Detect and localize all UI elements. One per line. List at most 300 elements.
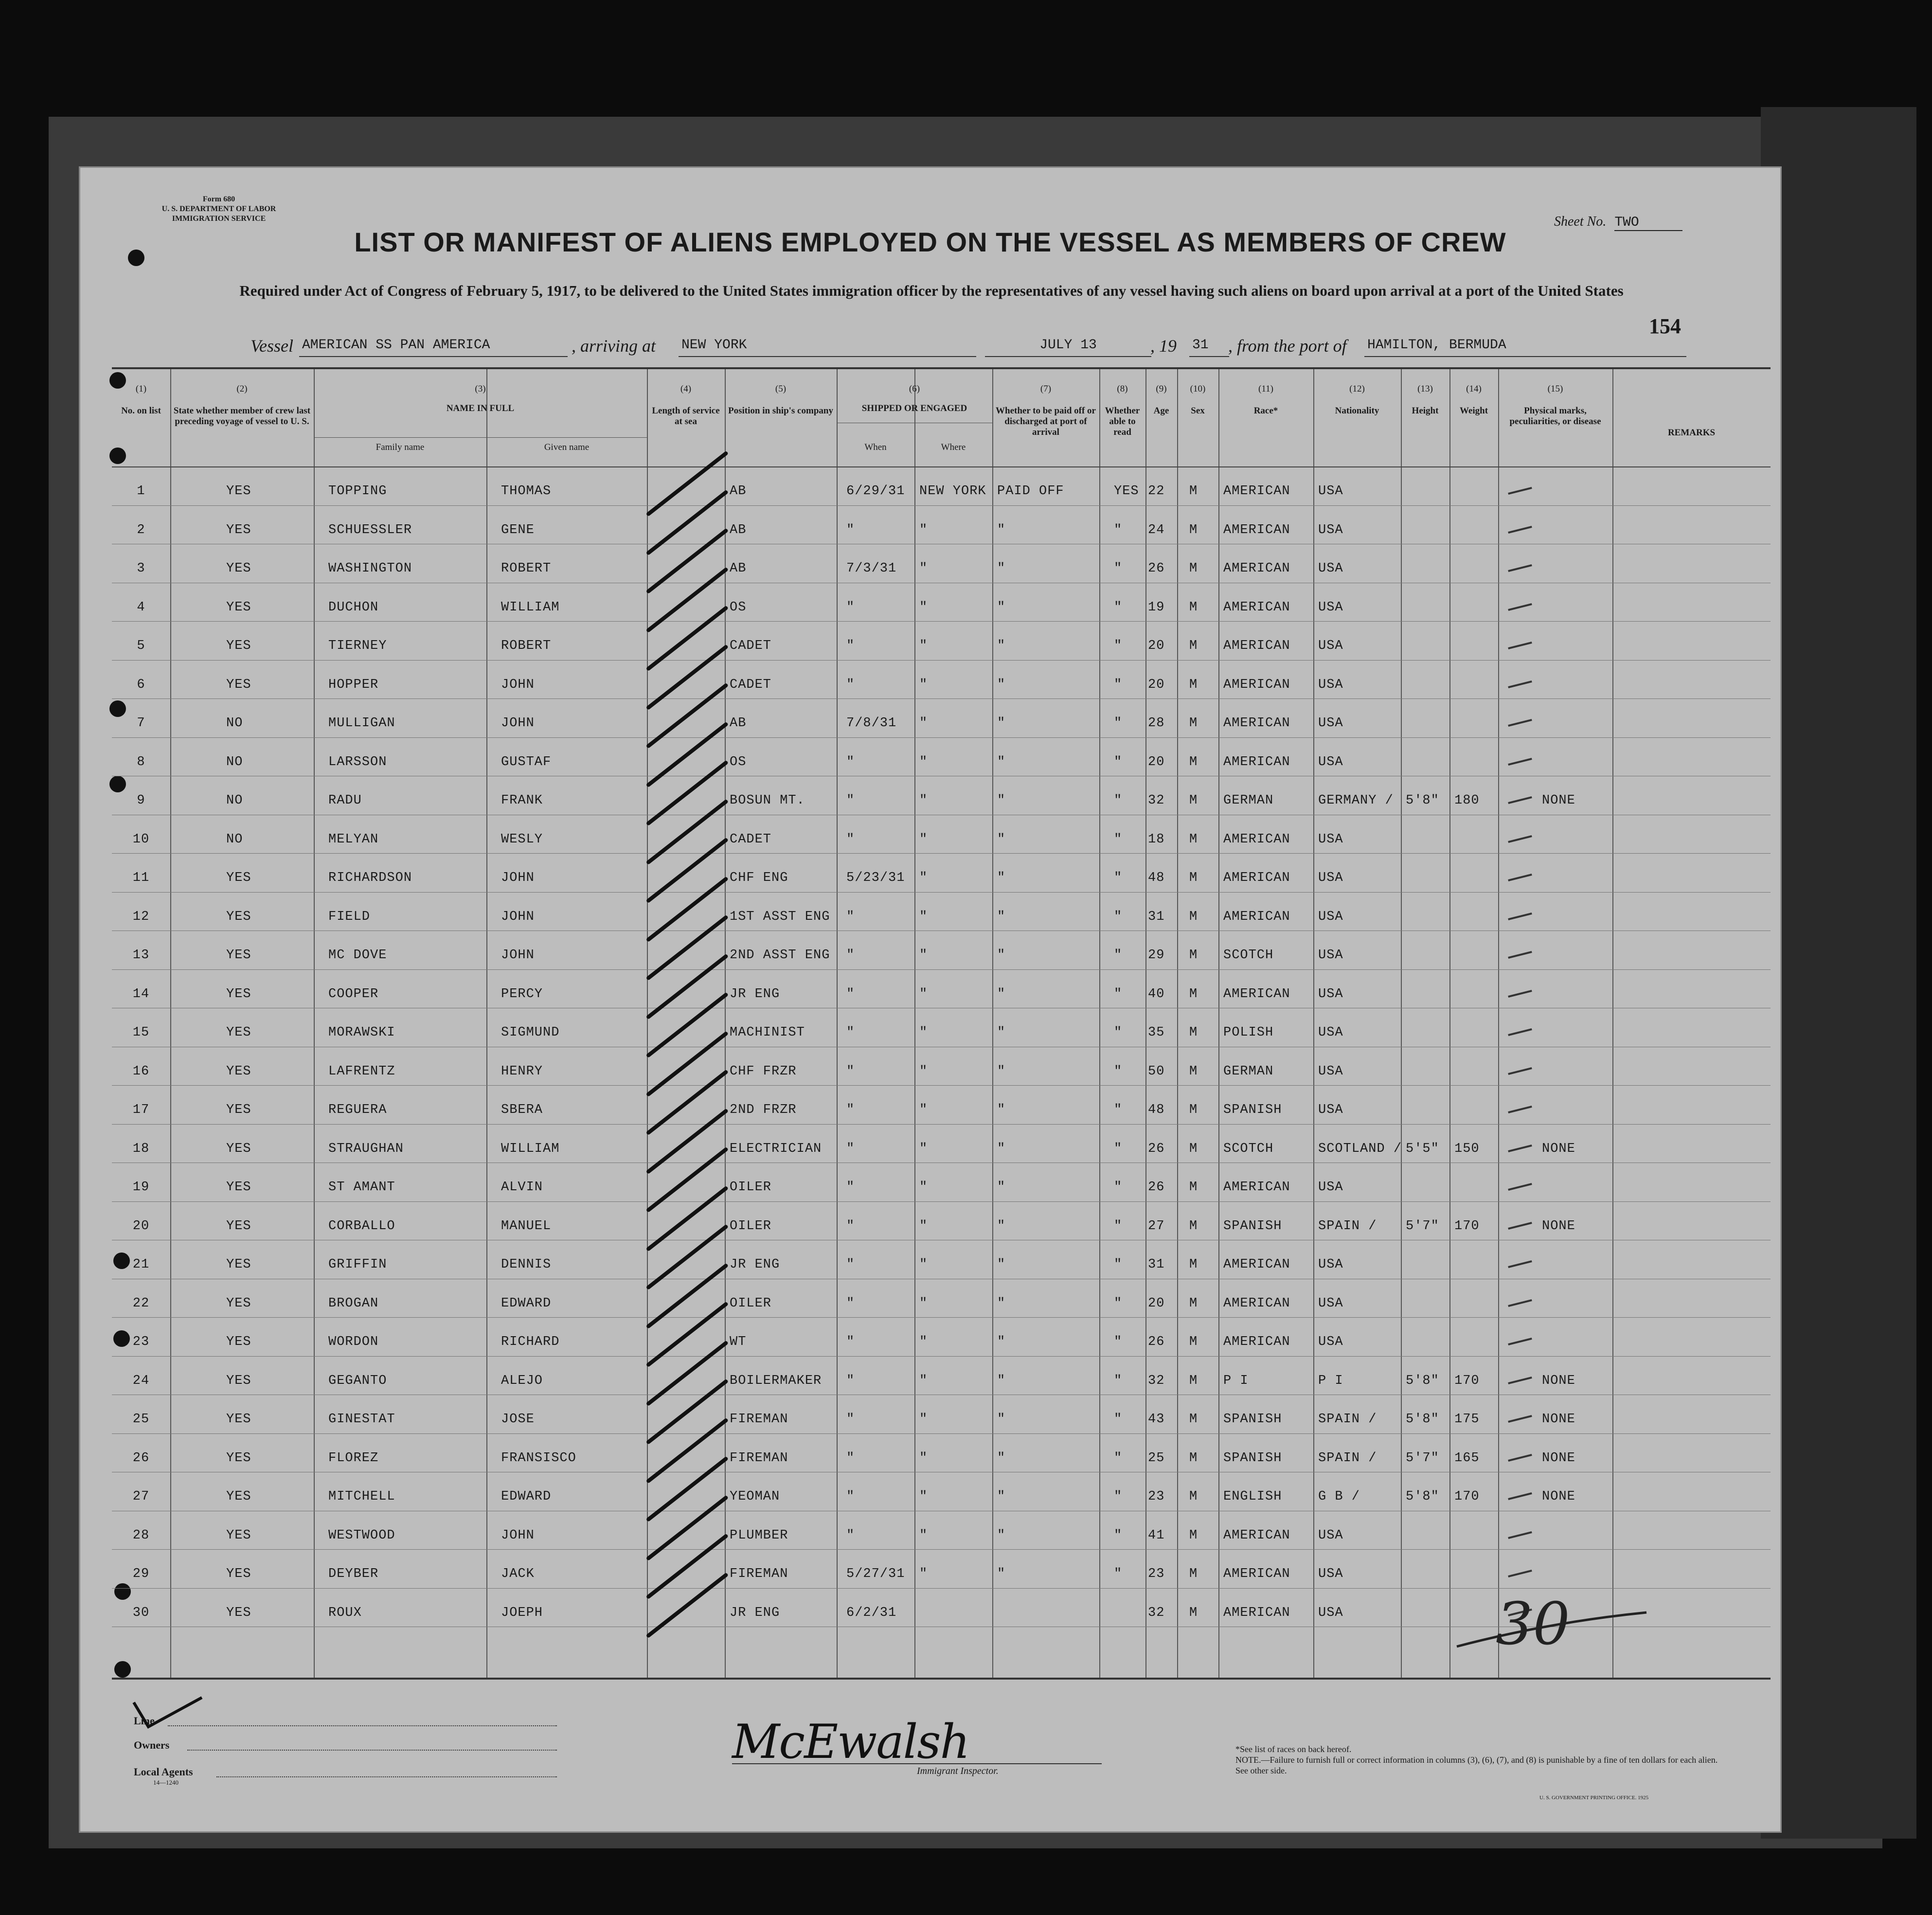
column-number: (4) — [680, 384, 692, 394]
cell-age: 32 — [1148, 1373, 1165, 1388]
cell-race: GERMAN — [1223, 793, 1274, 808]
cell-prior-voyage: YES — [226, 1489, 251, 1504]
cell-row-number: 30 — [132, 1605, 150, 1620]
cell-nationality: USA — [1318, 1605, 1343, 1620]
cell-sex: M — [1189, 1218, 1198, 1234]
cell-weight: 150 — [1454, 1141, 1480, 1156]
cell-family-name: GRIFFIN — [328, 1257, 387, 1272]
cell-able-to-read: " — [1114, 1373, 1123, 1388]
column-header: Whether to be paid off or discharged at port of arrival — [996, 406, 1096, 437]
column-header: Age — [1153, 406, 1169, 416]
cell-age: 19 — [1148, 600, 1165, 615]
cell-sex: M — [1189, 909, 1198, 924]
cell-shipped-where: " — [919, 639, 928, 653]
cell-row-number: 23 — [132, 1335, 150, 1349]
cell-given-name: WILLIAM — [501, 1141, 560, 1156]
cell-shipped-where: " — [919, 1412, 928, 1427]
cell-race: AMERICAN — [1223, 484, 1290, 499]
cell-row-number: 22 — [132, 1296, 150, 1311]
cell-age: 31 — [1148, 909, 1165, 924]
column-number: (13) — [1417, 384, 1433, 394]
cell-paid-off: " — [997, 948, 1006, 963]
cell-race: AMERICAN — [1223, 522, 1290, 537]
cell-family-name: MULLIGAN — [328, 716, 395, 731]
cell-age: 26 — [1148, 1141, 1165, 1156]
cell-position: AB — [730, 522, 747, 537]
inspector-label: Immigrant Inspector. — [917, 1766, 999, 1776]
cell-given-name: DENNIS — [501, 1257, 552, 1272]
cell-age: 48 — [1148, 1103, 1165, 1117]
cell-family-name: TIERNEY — [328, 639, 387, 653]
line-label: Line — [134, 1715, 155, 1727]
column-number: (7) — [1040, 384, 1052, 394]
cell-given-name: THOMAS — [501, 484, 552, 499]
cell-weight: 165 — [1454, 1450, 1480, 1466]
cell-position: AB — [730, 484, 747, 499]
cell-paid-off: " — [997, 1141, 1006, 1156]
cell-row-number: 26 — [132, 1450, 150, 1466]
cell-position: BOILERMAKER — [730, 1373, 822, 1388]
cell-family-name: GEGANTO — [328, 1373, 387, 1388]
cell-shipped-where: " — [919, 1257, 928, 1272]
cell-paid-off: " — [997, 561, 1006, 576]
cell-age: 26 — [1148, 1180, 1165, 1195]
column-subheader: Given name — [544, 442, 590, 452]
line-field — [168, 1724, 557, 1726]
cell-prior-voyage: YES — [226, 1257, 251, 1272]
cell-age: 32 — [1148, 1605, 1165, 1620]
cell-race: AMERICAN — [1223, 909, 1290, 924]
cell-paid-off: " — [997, 1489, 1006, 1504]
cell-nationality: USA — [1318, 716, 1343, 731]
cell-nationality: USA — [1318, 639, 1343, 653]
cell-prior-voyage: YES — [226, 1528, 251, 1543]
sheet-label: Sheet No. — [1554, 214, 1607, 229]
cell-shipped-when: " — [846, 1180, 855, 1195]
department-name: U. S. DEPARTMENT OF LABOR — [161, 205, 276, 213]
cell-shipped-when: " — [846, 1296, 855, 1311]
column-number: (9) — [1156, 384, 1167, 394]
cell-physical-marks: NONE — [1542, 793, 1575, 808]
cell-given-name: SIGMUND — [501, 1025, 560, 1040]
cell-able-to-read: " — [1114, 1218, 1123, 1234]
local-agents-label: Local Agents — [134, 1766, 193, 1778]
cell-given-name: JOSE — [501, 1412, 535, 1427]
column-header: Sex — [1191, 406, 1205, 416]
cell-race: AMERICAN — [1223, 832, 1290, 847]
cell-row-number: 19 — [132, 1180, 150, 1195]
cell-paid-off: " — [997, 1064, 1006, 1079]
cell-able-to-read: " — [1114, 1103, 1123, 1117]
cell-prior-voyage: NO — [226, 716, 243, 731]
cell-age: 23 — [1148, 1489, 1165, 1504]
cell-family-name: ROUX — [328, 1605, 362, 1620]
cell-position: CADET — [730, 832, 772, 847]
cell-shipped-when: 6/29/31 — [846, 484, 905, 499]
form-identifier — [139, 195, 299, 224]
cell-race: SPANISH — [1223, 1103, 1282, 1117]
cell-family-name: FLOREZ — [328, 1450, 379, 1466]
cell-position: OS — [730, 754, 747, 770]
cell-paid-off: " — [997, 1103, 1006, 1117]
cell-row-number: 29 — [132, 1567, 150, 1581]
cell-shipped-when: " — [846, 1064, 855, 1079]
manifest-sheet — [80, 168, 1780, 1831]
cell-shipped-when: " — [846, 1373, 855, 1388]
cell-nationality: USA — [1318, 948, 1343, 963]
cell-shipped-when: " — [846, 986, 855, 1002]
cell-height: 5'7" — [1406, 1450, 1439, 1466]
cell-position: OILER — [730, 1180, 772, 1195]
cell-given-name: WILLIAM — [501, 600, 560, 615]
arriving-label: , arriving at — [572, 336, 656, 356]
cell-sex: M — [1189, 1025, 1198, 1040]
cell-able-to-read: " — [1114, 1412, 1123, 1427]
cell-given-name: JOEPH — [501, 1605, 543, 1620]
column-header: NAME IN FULL — [446, 403, 515, 413]
column-header: Length of service at sea — [652, 406, 720, 427]
cell-given-name: JOHN — [501, 909, 535, 924]
cell-height: 5'8" — [1406, 1489, 1439, 1504]
cell-shipped-when: " — [846, 1528, 855, 1543]
cell-position: BOSUN MT. — [730, 793, 805, 808]
cell-nationality: USA — [1318, 1064, 1343, 1079]
cell-physical-marks: NONE — [1542, 1412, 1575, 1427]
cell-position: JR ENG — [730, 986, 780, 1002]
cell-weight: 175 — [1454, 1412, 1480, 1427]
cell-shipped-when: " — [846, 1257, 855, 1272]
cell-paid-off: PAID OFF — [997, 484, 1064, 499]
cell-prior-voyage: YES — [226, 600, 251, 615]
cell-nationality: USA — [1318, 832, 1343, 847]
cell-race: AMERICAN — [1223, 754, 1290, 770]
form-code: 14—1240 — [153, 1779, 179, 1786]
cell-sex: M — [1189, 1489, 1198, 1504]
cell-age: 40 — [1148, 986, 1165, 1002]
cell-able-to-read: " — [1114, 1141, 1123, 1156]
cell-race: POLISH — [1223, 1025, 1274, 1040]
cell-given-name: PERCY — [501, 986, 543, 1002]
cell-sex: M — [1189, 1605, 1198, 1620]
cell-family-name: MITCHELL — [328, 1489, 395, 1504]
cell-sex: M — [1189, 948, 1198, 963]
cell-physical-marks: NONE — [1542, 1141, 1575, 1156]
cell-position: YEOMAN — [730, 1489, 780, 1504]
cell-sex: M — [1189, 1373, 1198, 1388]
cell-given-name: GUSTAF — [501, 754, 552, 770]
cell-nationality: USA — [1318, 909, 1343, 924]
cell-height: 5'8" — [1406, 1412, 1439, 1427]
cell-nationality: USA — [1318, 522, 1343, 537]
cell-position: PLUMBER — [730, 1528, 788, 1543]
cell-able-to-read: " — [1114, 716, 1123, 731]
cell-age: 50 — [1148, 1064, 1165, 1079]
cell-shipped-when: " — [846, 754, 855, 770]
cell-given-name: RICHARD — [501, 1335, 560, 1349]
cell-family-name: RADU — [328, 793, 362, 808]
cell-family-name: LAFRENTZ — [328, 1064, 395, 1079]
departure-port: HAMILTON, BERMUDA — [1364, 338, 1686, 357]
cell-nationality: USA — [1318, 1296, 1343, 1311]
cell-position: 2ND ASST ENG — [730, 948, 830, 963]
cell-given-name: FRANK — [501, 793, 543, 808]
cell-given-name: SBERA — [501, 1103, 543, 1117]
cell-prior-voyage: YES — [226, 1180, 251, 1195]
cell-shipped-where: " — [919, 1489, 928, 1504]
column-header: Race* — [1253, 406, 1278, 416]
cell-shipped-where: " — [919, 1025, 928, 1040]
cell-family-name: CORBALLO — [328, 1218, 395, 1234]
cell-able-to-read: " — [1114, 754, 1123, 770]
column-number: (5) — [775, 384, 787, 394]
cell-position: CADET — [730, 677, 772, 692]
cell-shipped-when: 5/23/31 — [846, 871, 905, 885]
cell-age: 22 — [1148, 484, 1165, 499]
cell-able-to-read: " — [1114, 1528, 1123, 1543]
cell-shipped-when: " — [846, 1335, 855, 1349]
column-number: (8) — [1117, 384, 1128, 394]
cell-shipped-where: " — [919, 522, 928, 537]
column-header: Weight — [1459, 406, 1488, 416]
cell-position: OS — [730, 600, 747, 615]
cell-race: AMERICAN — [1223, 1335, 1290, 1349]
cell-paid-off: " — [997, 1373, 1006, 1388]
cell-able-to-read: " — [1114, 793, 1123, 808]
cell-nationality: USA — [1318, 484, 1343, 499]
cell-nationality: USA — [1318, 1567, 1343, 1581]
column-header: Position in ship's company — [728, 406, 833, 416]
cell-able-to-read: " — [1114, 909, 1123, 924]
cell-able-to-read: " — [1114, 832, 1123, 847]
cell-paid-off: " — [997, 600, 1006, 615]
cell-race: ENGLISH — [1223, 1489, 1282, 1504]
cell-race: GERMAN — [1223, 1064, 1274, 1079]
cell-given-name: ROBERT — [501, 561, 552, 576]
cell-given-name: FRANSISCO — [501, 1450, 576, 1466]
cell-paid-off: " — [997, 1218, 1006, 1234]
cell-able-to-read: " — [1114, 871, 1123, 885]
cell-paid-off: " — [997, 1025, 1006, 1040]
column-number: (10) — [1190, 384, 1206, 394]
cell-shipped-where: " — [919, 1335, 928, 1349]
cell-row-number: 27 — [132, 1489, 150, 1504]
cell-nationality: USA — [1318, 600, 1343, 615]
vessel-name: AMERICAN SS PAN AMERICA — [299, 338, 568, 357]
cell-prior-voyage: YES — [226, 639, 251, 653]
vessel-label: Vessel — [250, 336, 293, 356]
page-title: LIST OR MANIFEST OF ALIENS EMPLOYED ON THE VESSEL AS MEMBERS OF CREW — [354, 227, 1506, 257]
cell-paid-off: " — [997, 716, 1006, 731]
cell-prior-voyage: YES — [226, 1218, 251, 1234]
cell-shipped-where: " — [919, 677, 928, 692]
column-header: No. on list — [121, 406, 161, 416]
cell-position: MACHINIST — [730, 1025, 805, 1040]
cell-race: SPANISH — [1223, 1450, 1282, 1466]
cell-position: OILER — [730, 1296, 772, 1311]
cell-row-number: 5 — [137, 639, 145, 653]
cell-sex: M — [1189, 639, 1198, 653]
cell-race: AMERICAN — [1223, 1257, 1290, 1272]
cell-shipped-when: " — [846, 639, 855, 653]
cell-race: AMERICAN — [1223, 1605, 1290, 1620]
cell-row-number: 3 — [137, 561, 145, 576]
column-number: (1) — [135, 384, 147, 394]
cell-nationality: USA — [1318, 871, 1343, 885]
column-header: State whether member of crew last preceding voyage of vessel to U. S. — [173, 406, 311, 427]
cell-prior-voyage: NO — [226, 832, 243, 847]
page-number: 154 — [1649, 314, 1681, 338]
cell-age: 23 — [1148, 1567, 1165, 1581]
cell-nationality: USA — [1318, 1335, 1343, 1349]
cell-sex: M — [1189, 716, 1198, 731]
agents-field — [216, 1775, 557, 1777]
cell-sex: M — [1189, 677, 1198, 692]
form-number: Form 680 — [202, 195, 235, 203]
column-header: Physical marks, peculiarities, or disease — [1509, 406, 1601, 427]
cell-shipped-where: " — [919, 1373, 928, 1388]
cell-able-to-read: " — [1114, 986, 1123, 1002]
cell-paid-off: " — [997, 1450, 1006, 1466]
cell-row-number: 1 — [137, 484, 145, 499]
cell-family-name: DEYBER — [328, 1567, 379, 1581]
cell-shipped-where: " — [919, 600, 928, 615]
cell-shipped-when: " — [846, 1141, 855, 1156]
cell-nationality: USA — [1318, 754, 1343, 770]
column-header: REMARKS — [1667, 428, 1716, 438]
cell-age: 25 — [1148, 1450, 1165, 1466]
cell-age: 24 — [1148, 522, 1165, 537]
cell-prior-voyage: YES — [226, 948, 251, 963]
cell-race: AMERICAN — [1223, 561, 1290, 576]
cell-position: CHF FRZR — [730, 1064, 797, 1079]
cell-prior-voyage: YES — [226, 1025, 251, 1040]
cell-able-to-read: " — [1114, 1335, 1123, 1349]
cell-shipped-when: " — [846, 1489, 855, 1504]
cell-paid-off: " — [997, 1180, 1006, 1195]
port-label: , from the port of — [1228, 336, 1347, 356]
cell-paid-off: " — [997, 1528, 1006, 1543]
cell-given-name: JOHN — [501, 1528, 535, 1543]
penalty-note: NOTE.—Failure to furnish full or correct information in columns (3), (6), (7), and (8) is punishable by a fine of ten dollars for each alien. See other side. — [1235, 1755, 1718, 1775]
column-number: (12) — [1349, 384, 1365, 394]
cell-nationality: P I — [1318, 1373, 1343, 1388]
cell-paid-off: " — [997, 1412, 1006, 1427]
cell-able-to-read: " — [1114, 1180, 1123, 1195]
cell-family-name: COOPER — [328, 986, 379, 1002]
cell-height: 5'8" — [1406, 1373, 1439, 1388]
cell-sex: M — [1189, 561, 1198, 576]
cell-able-to-read: " — [1114, 1450, 1123, 1466]
cell-prior-voyage: YES — [226, 1103, 251, 1117]
cell-sex: M — [1189, 484, 1198, 499]
cell-race: AMERICAN — [1223, 1180, 1290, 1195]
cell-given-name: EDWARD — [501, 1296, 552, 1311]
cell-family-name: HOPPER — [328, 677, 379, 692]
cell-shipped-where: " — [919, 948, 928, 963]
cell-row-number: 18 — [132, 1141, 150, 1156]
cell-position: FIREMAN — [730, 1412, 788, 1427]
cell-paid-off: " — [997, 871, 1006, 885]
cell-race: SCOTCH — [1223, 1141, 1274, 1156]
cell-sex: M — [1189, 871, 1198, 885]
cell-given-name: MANUEL — [501, 1218, 552, 1234]
cell-age: 18 — [1148, 832, 1165, 847]
column-number: (15) — [1547, 384, 1563, 394]
cell-position: 2ND FRZR — [730, 1103, 797, 1117]
cell-row-number: 17 — [132, 1103, 150, 1117]
cell-nationality: SPAIN / — [1318, 1218, 1377, 1234]
column-number: (2) — [236, 384, 248, 394]
cell-sex: M — [1189, 1528, 1198, 1543]
cell-shipped-where: " — [919, 1450, 928, 1466]
cell-paid-off: " — [997, 1567, 1006, 1581]
cell-able-to-read: " — [1114, 1567, 1123, 1581]
arrival-year: 31 — [1189, 338, 1229, 357]
cell-sex: M — [1189, 1103, 1198, 1117]
cell-row-number: 6 — [137, 677, 145, 692]
cell-nationality: USA — [1318, 1257, 1343, 1272]
cell-weight: 180 — [1454, 793, 1480, 808]
cell-shipped-when: " — [846, 522, 855, 537]
cell-row-number: 7 — [137, 716, 145, 731]
cell-position: FIREMAN — [730, 1567, 788, 1581]
cell-sex: M — [1189, 1567, 1198, 1581]
cell-row-number: 28 — [132, 1528, 150, 1543]
cell-prior-voyage: YES — [226, 1567, 251, 1581]
cell-able-to-read: " — [1114, 561, 1123, 576]
total-count: 30 — [1496, 1591, 1570, 1658]
cell-position: CADET — [730, 639, 772, 653]
cell-weight: 170 — [1454, 1218, 1480, 1234]
cell-position: FIREMAN — [730, 1450, 788, 1466]
cell-sex: M — [1189, 1412, 1198, 1427]
cell-nationality: GERMANY / — [1318, 793, 1394, 808]
cell-weight: 170 — [1454, 1489, 1480, 1504]
cell-paid-off: " — [997, 986, 1006, 1002]
cell-row-number: 25 — [132, 1412, 150, 1427]
cell-paid-off: " — [997, 754, 1006, 770]
cell-prior-voyage: YES — [226, 1335, 251, 1349]
column-number: (11) — [1258, 384, 1273, 394]
cell-row-number: 9 — [137, 793, 145, 808]
cell-age: 31 — [1148, 1257, 1165, 1272]
cell-shipped-when: 7/8/31 — [846, 716, 897, 731]
cell-weight: 170 — [1454, 1373, 1480, 1388]
cell-shipped-where: " — [919, 1141, 928, 1156]
cell-row-number: 2 — [137, 522, 145, 537]
cell-shipped-where: " — [919, 832, 928, 847]
signature-line — [732, 1763, 1102, 1764]
cell-shipped-where: NEW YORK — [919, 484, 986, 499]
cell-row-number: 4 — [137, 600, 145, 615]
cell-shipped-when: 5/27/31 — [846, 1567, 905, 1581]
cell-shipped-where: " — [919, 1180, 928, 1195]
cell-age: 26 — [1148, 561, 1165, 576]
cell-family-name: REGUERA — [328, 1103, 387, 1117]
column-subheader: Where — [941, 442, 966, 452]
cell-shipped-when: " — [846, 1103, 855, 1117]
cell-row-number: 13 — [132, 948, 150, 963]
checkmark-scribble — [129, 1693, 207, 1736]
arrival-port: NEW YORK — [679, 338, 976, 357]
cell-row-number: 15 — [132, 1025, 150, 1040]
cell-age: 20 — [1148, 754, 1165, 770]
cell-shipped-where: " — [919, 1528, 928, 1543]
column-number: (6) — [909, 384, 920, 394]
cell-able-to-read: " — [1114, 948, 1123, 963]
page-subtitle: Required under Act of Congress of February 5, 1917, to be delivered to the United States immigration officer by the representatives of any vessel having such aliens on board upon arrival at a port of the United States — [239, 282, 1624, 299]
cell-nationality: USA — [1318, 1103, 1343, 1117]
